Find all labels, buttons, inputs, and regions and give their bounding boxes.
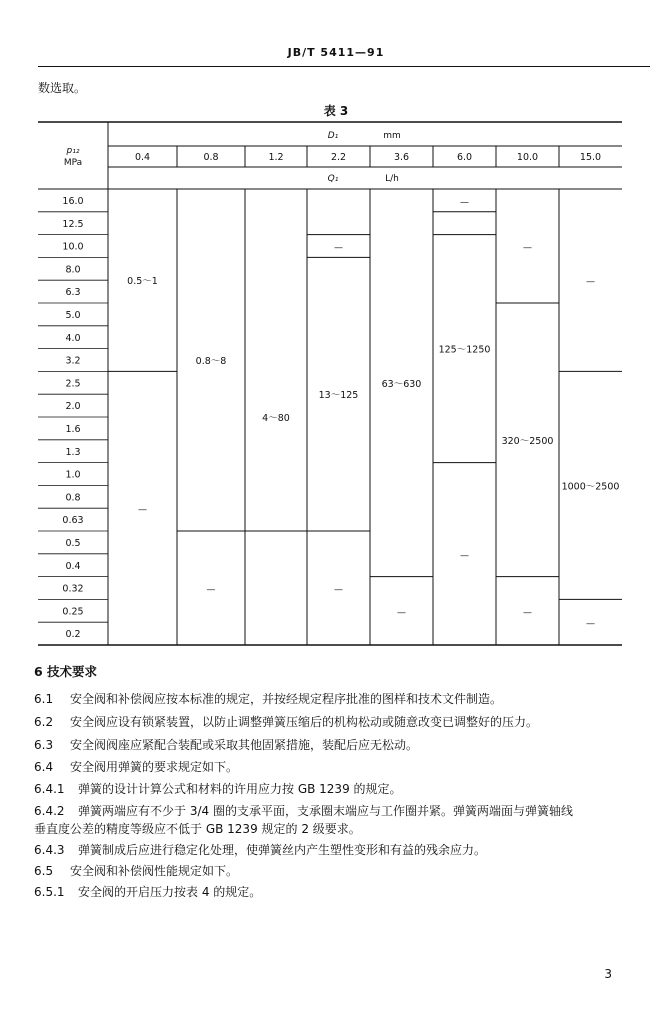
pressure-value: 10.0 bbox=[62, 241, 84, 253]
pressure-value: 2.0 bbox=[65, 401, 81, 413]
requirement-number: 6.4.2 bbox=[34, 804, 65, 818]
pressure-value: 4.0 bbox=[65, 332, 81, 344]
intro-text: 数选取。 bbox=[38, 81, 87, 95]
dn-value: 2.2 bbox=[330, 152, 347, 163]
page-number: 3 bbox=[604, 967, 612, 981]
document-code-header: JB/T 5411—91 bbox=[287, 46, 385, 59]
requirement-item bbox=[34, 782, 646, 796]
requirement-number: 6.4.1 bbox=[34, 782, 65, 796]
flow-range-label: 13～125 bbox=[318, 390, 359, 402]
pressure-value: 16.0 bbox=[62, 196, 84, 207]
dash-cell: — bbox=[138, 505, 147, 516]
pressure-value: 0.5 bbox=[65, 538, 81, 549]
pressure-value: 0.2 bbox=[65, 629, 81, 641]
requirement-number: 6.2 bbox=[34, 715, 54, 729]
requirement-number: 6.1 bbox=[34, 692, 54, 706]
dash-cell: — bbox=[334, 243, 343, 253]
flow-range-label: 125～1250 bbox=[438, 344, 491, 356]
requirement-item bbox=[34, 692, 646, 706]
flow-range-label: 0.8～8 bbox=[195, 356, 227, 367]
pressure-value: 0.4 bbox=[65, 560, 81, 572]
dn-value: 6.0 bbox=[456, 152, 473, 163]
requirement-item bbox=[34, 738, 646, 752]
requirement-item bbox=[34, 822, 646, 836]
dn-value: 1.2 bbox=[268, 152, 284, 163]
pressure-value: 5.0 bbox=[65, 310, 81, 321]
flow-range-label: 320～2500 bbox=[501, 435, 554, 447]
dash-cell: — bbox=[523, 243, 532, 253]
requirement-item bbox=[34, 864, 646, 878]
requirement-text: 安全阀和补偿阀性能规定如下。 bbox=[70, 864, 239, 878]
dash-cell: — bbox=[397, 607, 406, 618]
requirement-number: 6.5.1 bbox=[34, 885, 65, 899]
dash-cell: — bbox=[206, 585, 216, 595]
requirement-text: 弹簧的设计计算公式和材料的许用应力按 GB 1239 的规定。 bbox=[78, 782, 402, 796]
pressure-value: 0.8 bbox=[65, 492, 81, 504]
dn-value: 3.6 bbox=[393, 152, 410, 163]
requirement-text: 垂直度公差的精度等级应不低于 GB 1239 规定的 2 级要求。 bbox=[34, 822, 361, 836]
requirement-item bbox=[34, 885, 646, 899]
dash-cell: — bbox=[334, 585, 343, 595]
requirement-text: 弹簧制成后应进行稳定化处理，使弹簧丝内产生塑性变形和有益的残余应力。 bbox=[78, 843, 487, 857]
corner-label-unit: MPa bbox=[63, 158, 83, 168]
flow-range-label: 1000～2500 bbox=[561, 481, 620, 493]
header-diameter-label: D₁ bbox=[327, 131, 339, 141]
requirement-text: 安全阀的开启压力按表 4 的规定。 bbox=[78, 885, 262, 899]
requirement-text: 安全阀用弹簧的要求规定如下。 bbox=[70, 760, 239, 774]
pressure-value: 1.3 bbox=[65, 446, 81, 458]
pressure-value: 0.32 bbox=[62, 583, 84, 595]
pressure-value: 2.5 bbox=[65, 378, 81, 390]
dash-cell: — bbox=[586, 619, 595, 630]
dash-cell: — bbox=[460, 197, 469, 208]
dash-cell: — bbox=[460, 550, 469, 561]
requirement-text: 安全阀应设有锁紧装置，以防止调整弹簧压缩后的机构松动或随意改变已调整好的压力。 bbox=[70, 715, 539, 729]
requirement-number: 6.4 bbox=[34, 760, 54, 774]
dash-cell: — bbox=[586, 277, 595, 288]
requirement-item bbox=[34, 715, 646, 729]
requirement-text: 弹簧两端应有不少于 3/4 圈的支承平面，支承圈末端应与工作圈并紧。弹簧两端面与弹簧轴线 bbox=[78, 804, 573, 818]
pressure-value: 12.5 bbox=[62, 218, 84, 230]
pressure-value: 0.63 bbox=[62, 515, 84, 527]
pressure-value: 8.0 bbox=[65, 264, 81, 276]
dn-value: 10.0 bbox=[516, 152, 539, 163]
requirement-number: 6.3 bbox=[34, 738, 54, 752]
dn-value: 0.8 bbox=[203, 152, 219, 163]
requirement-text: 安全阀阀座应紧配合装配或采取其他固紧措施，装配后应无松动。 bbox=[70, 738, 419, 752]
pressure-value: 1.6 bbox=[65, 424, 81, 435]
section-title: 6 技术要求 bbox=[34, 664, 98, 679]
requirement-item bbox=[34, 804, 646, 818]
table-caption: 表 3 bbox=[323, 104, 349, 118]
corner-label-pressure: p₁₂ bbox=[66, 146, 80, 156]
header-flow-unit: L/h bbox=[385, 174, 399, 184]
requirement-item bbox=[34, 843, 646, 857]
header-diameter-unit: mm bbox=[383, 131, 401, 141]
header-flow-label: Q₁ bbox=[327, 174, 339, 184]
pressure-value: 1.0 bbox=[65, 469, 81, 481]
requirement-item bbox=[34, 760, 646, 774]
dn-value: 15.0 bbox=[579, 152, 602, 163]
pressure-value: 3.2 bbox=[65, 355, 81, 367]
flow-range-label: 4～80 bbox=[262, 413, 290, 424]
dn-value: 0.4 bbox=[134, 152, 151, 163]
dash-cell: — bbox=[523, 607, 532, 618]
requirement-text: 安全阀和补偿阀应按本标准的规定，并按经规定程序批准的图样和技术文件制造。 bbox=[70, 692, 503, 706]
pressure-value: 0.25 bbox=[62, 606, 84, 618]
pressure-value: 6.3 bbox=[65, 287, 81, 299]
requirement-number: 6.5 bbox=[34, 864, 54, 878]
flow-range-label: 63～630 bbox=[381, 378, 422, 390]
requirement-number: 6.4.3 bbox=[34, 843, 65, 857]
flow-range-label: 0.5～1 bbox=[127, 276, 158, 288]
